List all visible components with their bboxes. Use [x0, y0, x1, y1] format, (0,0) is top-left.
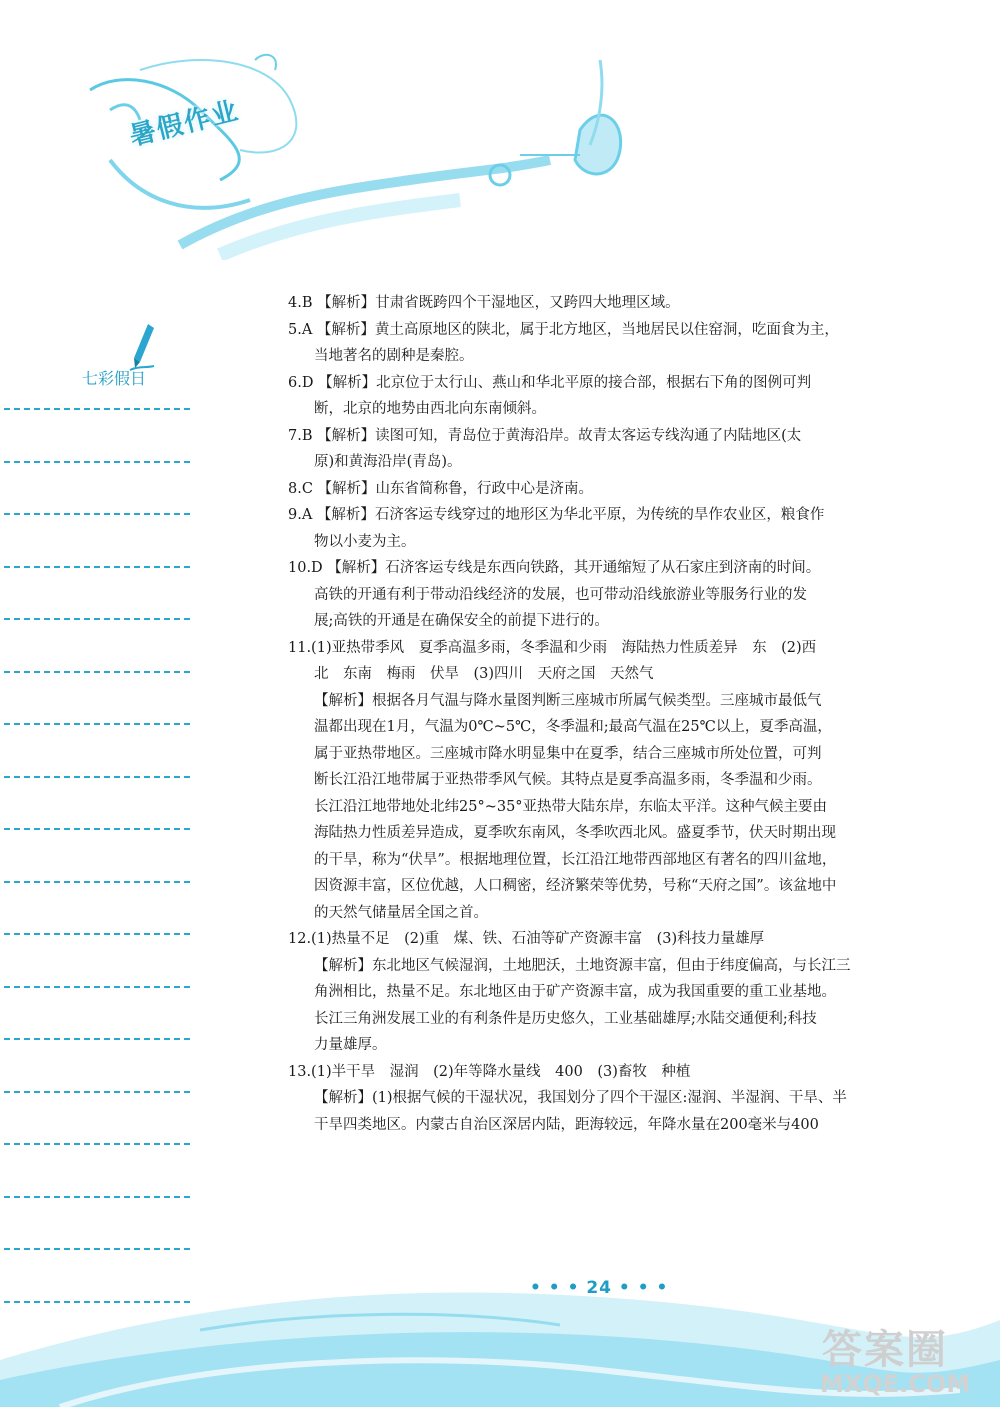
answer-item	[288, 476, 886, 503]
answer-item	[288, 370, 886, 423]
answer-line: 干旱四类地区。内蒙古自治区深居内陆，距海较远，年降水量在200毫米与400	[314, 1116, 819, 1133]
answer-line: 9.A 【解析】石济客运专线穿过的地形区为华北平原，为传统的旱作农业区，粮食作	[288, 507, 825, 523]
answer-item	[288, 555, 886, 635]
answer-line: 原)和黄海沿岸(青岛)。	[314, 454, 462, 470]
answer-line: 北 东南 梅雨 伏旱 (3)四川 天府之国 天然气	[314, 666, 654, 682]
note-line	[4, 1143, 190, 1145]
answer-line: 海陆热力性质差异造成，夏季吹东南风，冬季吹西北风。盛夏季节，伏天时期出现	[314, 825, 836, 841]
answer-line: 当地著名的剧种是秦腔。	[314, 348, 474, 364]
answer-item	[288, 502, 886, 555]
answer-item	[288, 290, 886, 317]
answer-line: 4.B 【解析】甘肃省既跨四个干湿地区，又跨四大地理区域。	[288, 295, 680, 311]
note-line	[4, 986, 190, 988]
answer-line: 的干旱，称为“伏旱”。根据地理位置，长江沿江地带西部地区有著名的四川盆地，	[314, 851, 837, 868]
answer-item	[288, 926, 886, 1059]
answer-line: 8.C 【解析】山东省简称鲁，行政中心是济南。	[288, 480, 594, 497]
answer-item	[288, 423, 886, 476]
answer-line: 展;高铁的开通是在确保安全的前提下进行的。	[314, 613, 609, 629]
watermark-url: MXQE.COM	[820, 1370, 971, 1398]
answer-line: 断长江沿江地带属于亚热带季风气候。其特点是夏季高温多雨，冬季温和少雨。	[314, 772, 822, 788]
answer-line: 【解析】根据各月气温与降水量图判断三座城市所属气候类型。三座城市最低气	[314, 692, 822, 709]
answer-line: 13.(1)半干旱 湿润 (2)年等降水量线 400 (3)畜牧 种植	[288, 1063, 691, 1080]
answer-line: 的天然气储量居全国之首。	[314, 904, 488, 921]
note-line	[4, 1091, 190, 1093]
page-number: • • • 24 • • •	[530, 1278, 669, 1298]
answer-line: 高铁的开通有利于带动沿线经济的发展，也可带动沿线旅游业等服务行业的发	[314, 586, 807, 603]
note-line	[4, 513, 190, 515]
answer-line: 7.B 【解析】读图可知，青岛位于黄海沿岸。故青太客运专线沟通了内陆地区(太	[288, 427, 802, 444]
answer-line: 力量雄厚。	[314, 1037, 387, 1053]
note-line	[4, 408, 190, 410]
answer-line: 6.D 【解析】北京位于太行山、燕山和华北平原的接合部，根据右下角的图例可判	[288, 374, 812, 391]
answer-line: 因资源丰富，区位优越，人口稠密，经济繁荣等优势，号称“天府之国”。该盆地中	[314, 878, 837, 894]
note-lines	[4, 408, 190, 1353]
note-line	[4, 1038, 190, 1040]
note-line	[4, 881, 190, 883]
answer-line: 长江沿江地带地处北纬25°~35°亚热带大陆东岸，东临太平洋。这种气候主要由	[314, 798, 828, 815]
answer-line: 5.A 【解析】黄土高原地区的陕北，属于北方地区，当地居民以住窑洞，吃面食为主，	[288, 321, 839, 338]
pen-icon	[128, 322, 158, 372]
answer-line: 12.(1)热量不足 (2)重 煤、铁、石油等矿产资源丰富 (3)科技力量雄厚	[288, 931, 765, 947]
answer-line: 【解析】东北地区气候湿润，土地肥沃，土地资源丰富，但由于纬度偏高，与长江三	[314, 957, 851, 974]
answer-line: 物以小麦为主。	[314, 533, 416, 550]
note-line	[4, 723, 190, 725]
answer-line: 角洲相比，热量不足。东北地区由于矿产资源丰富，成为我国重要的重工业基地。	[314, 984, 836, 1000]
note-line	[4, 566, 190, 568]
answer-item	[288, 317, 886, 370]
answer-item	[288, 635, 886, 927]
watermark-logo: 答案圈	[822, 1327, 948, 1373]
note-line	[4, 1196, 190, 1198]
answer-line: 10.D 【解析】石济客运专线是东西向铁路，其开通缩短了从石家庄到济南的时间。	[288, 560, 821, 576]
header-title: 暑假作业	[126, 95, 243, 153]
answer-content	[288, 290, 886, 1138]
note-line	[4, 828, 190, 830]
note-line	[4, 461, 190, 463]
header-decoration	[80, 50, 640, 260]
note-line	[4, 933, 190, 935]
answer-line: 属于亚热带地区。三座城市降水明显集中在夏季，结合三座城市所处位置，可判	[314, 745, 822, 762]
sidebar-label: 七彩假日	[82, 369, 147, 388]
answer-line: 【解析】(1)根据气候的干湿状况，我国划分了四个干湿区:湿润、半湿润、干旱、半	[314, 1090, 847, 1106]
answer-line: 断，北京的地势由西北向东南倾斜。	[314, 401, 546, 417]
answer-item	[288, 1059, 886, 1139]
note-line	[4, 671, 190, 673]
answer-line: 温都出现在1月，气温为0℃~5℃，冬季温和;最高气温在25℃以上，夏季高温，	[314, 719, 832, 735]
note-line	[4, 776, 190, 778]
answer-line: 长江三角洲发展工业的有利条件是历史悠久，工业基础雄厚;水陆交通便利;科技	[314, 1010, 817, 1027]
answer-line: 11.(1)亚热带季风 夏季高温多雨，冬季温和少雨 海陆热力性质差异 东 (2)西	[288, 639, 817, 656]
note-line	[4, 618, 190, 620]
